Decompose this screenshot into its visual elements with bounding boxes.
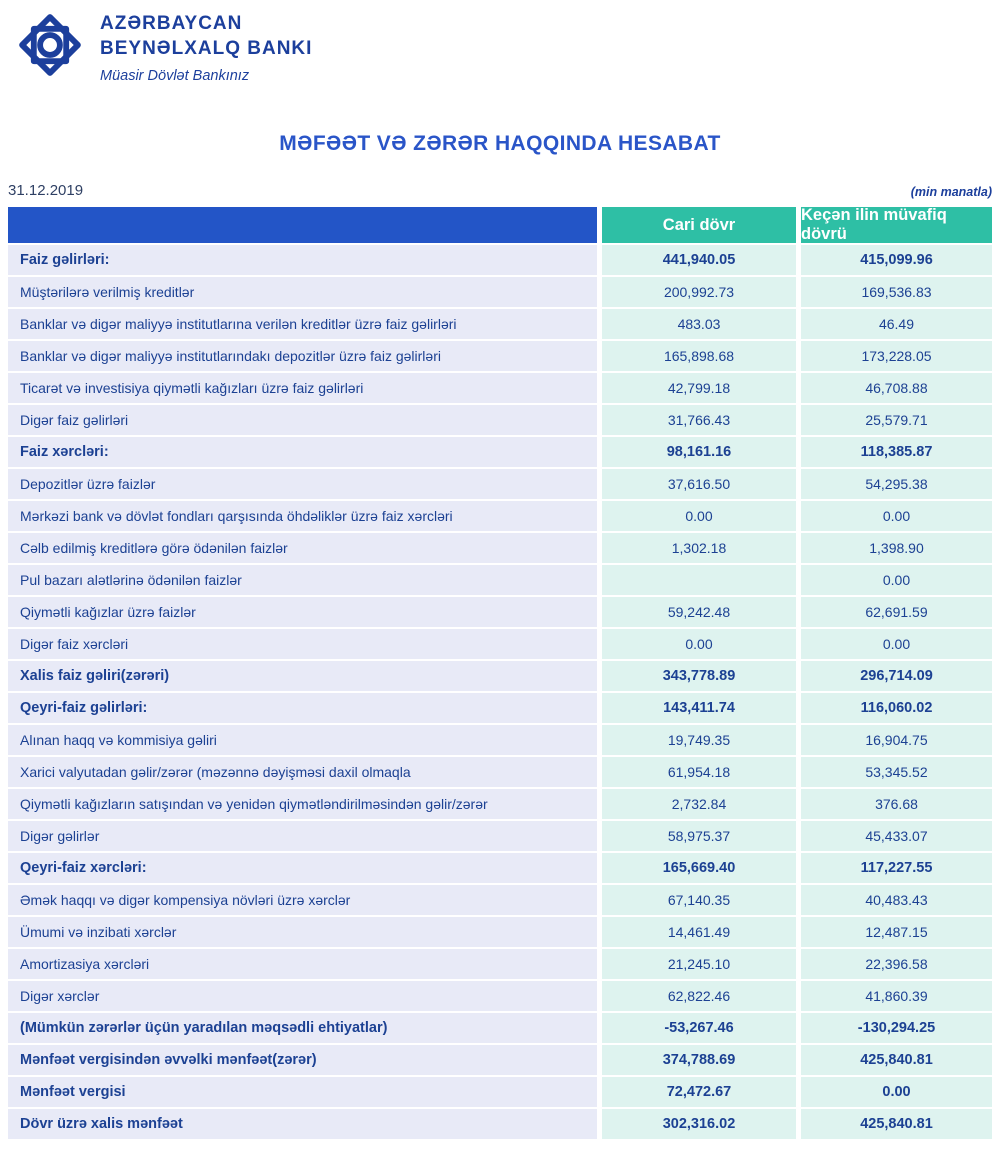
row-label: Digər faiz xərcləri: [8, 629, 597, 659]
row-label: Əmək haqqı və digər kompensiya növləri üzrə xərclər: [8, 885, 597, 915]
bank-name-line2: BEYNƏLXALQ BANKI: [100, 37, 313, 59]
bank-tagline: Müasir Dövlət Bankınız: [100, 68, 250, 85]
table-row: [8, 1109, 992, 1139]
row-value-current: 72,472.67: [602, 1077, 796, 1107]
row-value-previous: 296,714.09: [801, 661, 992, 691]
row-label: Amortizasiya xərcləri: [8, 949, 597, 979]
row-label: (Mümkün zərərlər üçün yaradılan məqsədli ehtiyatlar): [8, 1013, 597, 1043]
meta-row: [8, 182, 992, 205]
table-row: [8, 373, 992, 403]
row-label: Qiymətli kağızlar üzrə faizlər: [8, 597, 597, 627]
row-value-previous: 0.00: [801, 565, 992, 595]
table-row: [8, 437, 992, 467]
row-value-previous: 415,099.96: [801, 245, 992, 275]
row-value-previous: 54,295.38: [801, 469, 992, 499]
row-label: Qeyri-faiz gəlirləri:: [8, 693, 597, 723]
row-value-previous: 1,398.90: [801, 533, 992, 563]
row-value-previous: 46.49: [801, 309, 992, 339]
table-row: [8, 341, 992, 371]
table-row: [8, 821, 992, 851]
row-value-current: 343,778.89: [602, 661, 796, 691]
column-header-previous: Keçən ilin müvafiq dövrü: [801, 207, 992, 243]
row-value-current: 37,616.50: [602, 469, 796, 499]
table-row: [8, 501, 992, 531]
row-value-previous: 0.00: [801, 629, 992, 659]
row-value-current: 302,316.02: [602, 1109, 796, 1139]
row-value-previous: 22,396.58: [801, 949, 992, 979]
row-value-current: 21,245.10: [602, 949, 796, 979]
row-value-current: 62,822.46: [602, 981, 796, 1011]
row-value-previous: 116,060.02: [801, 693, 992, 723]
row-label: Müştərilərə verilmiş kreditlər: [8, 277, 597, 307]
table-row: [8, 853, 992, 883]
row-label: Ticarət və investisiya qiymətli kağızları üzrə faiz gəlirləri: [8, 373, 597, 403]
row-value-current: 59,242.48: [602, 597, 796, 627]
table-row: [8, 725, 992, 755]
row-label: Pul bazarı alətlərinə ödənilən faizlər: [8, 565, 597, 595]
report-date: 31.12.2019: [8, 182, 84, 199]
table-row: [8, 1045, 992, 1075]
row-value-current: 0.00: [602, 501, 796, 531]
bank-name-line1: AZƏRBAYCAN: [100, 13, 243, 34]
row-value-current: -53,267.46: [602, 1013, 796, 1043]
row-label: Faiz gəlirləri:: [8, 245, 597, 275]
row-value-previous: 53,345.52: [801, 757, 992, 787]
row-value-previous: 41,860.39: [801, 981, 992, 1011]
column-header-current: Cari dövr: [602, 207, 796, 243]
page-title: MƏFƏƏT VƏ ZƏRƏR HAQQINDA HESABAT: [279, 132, 721, 155]
row-value-current: 42,799.18: [602, 373, 796, 403]
row-label: Banklar və digər maliyyə institutlarına verilən kreditlər üzrə faiz gəlirləri: [8, 309, 597, 339]
row-value-current: 98,161.16: [602, 437, 796, 467]
row-value-current: 143,411.74: [602, 693, 796, 723]
row-label: Faiz xərcləri:: [8, 437, 597, 467]
table-row: [8, 405, 992, 435]
row-label: Xarici valyutadan gəlir/zərər (məzənnə dəyişməsi daxil olmaqla: [8, 757, 597, 787]
row-value-previous: 425,840.81: [801, 1045, 992, 1075]
row-value-previous: 425,840.81: [801, 1109, 992, 1139]
row-value-previous: 118,385.87: [801, 437, 992, 467]
bank-knot-icon: [14, 6, 86, 84]
table-row: [8, 949, 992, 979]
table-row: [8, 757, 992, 787]
row-label: Mənfəət vergisi: [8, 1077, 597, 1107]
row-value-current: 483.03: [602, 309, 796, 339]
row-value-previous: 173,228.05: [801, 341, 992, 371]
row-value-previous: 25,579.71: [801, 405, 992, 435]
row-value-current: [602, 565, 796, 595]
row-value-current: 374,788.69: [602, 1045, 796, 1075]
table-header-row: [8, 207, 992, 243]
row-value-previous: 16,904.75: [801, 725, 992, 755]
table-row: [8, 1013, 992, 1043]
row-value-previous: -130,294.25: [801, 1013, 992, 1043]
row-label: Banklar və digər maliyyə institutlarındakı depozitlər üzrə faiz gəlirləri: [8, 341, 597, 371]
table-row: [8, 917, 992, 947]
row-label: Digər xərclər: [8, 981, 597, 1011]
row-label: Ümumi və inzibati xərclər: [8, 917, 597, 947]
row-value-previous: 117,227.55: [801, 853, 992, 883]
row-label: Qeyri-faiz xərcləri:: [8, 853, 597, 883]
row-value-previous: 0.00: [801, 1077, 992, 1107]
row-value-current: 165,898.68: [602, 341, 796, 371]
table-row: [8, 789, 992, 819]
row-label: Xalis faiz gəliri(zərəri): [8, 661, 597, 691]
table-row: [8, 1077, 992, 1107]
row-value-current: 2,732.84: [602, 789, 796, 819]
row-value-current: 200,992.73: [602, 277, 796, 307]
income-statement-body: [8, 245, 992, 1139]
table-header-spacer: [8, 207, 597, 243]
row-value-current: 441,940.05: [602, 245, 796, 275]
table-row: [8, 693, 992, 723]
row-value-previous: 45,433.07: [801, 821, 992, 851]
row-label: Cəlb edilmiş kreditlərə görə ödənilən faizlər: [8, 533, 597, 563]
table-row: [8, 629, 992, 659]
unit-note: (min manatla): [910, 185, 992, 199]
table-row: [8, 661, 992, 691]
row-value-current: 58,975.37: [602, 821, 796, 851]
row-value-current: 31,766.43: [602, 405, 796, 435]
row-label: Qiymətli kağızların satışından və yenidən qiymətləndirilməsindən gəlir/zərər: [8, 789, 597, 819]
row-label: Mərkəzi bank və dövlət fondları qarşısında öhdəliklər üzrə faiz xərcləri: [8, 501, 597, 531]
table-row: [8, 597, 992, 627]
bank-name: [100, 12, 312, 61]
income-statement-table: [8, 207, 992, 1139]
bank-logo-text: [100, 6, 312, 84]
table-row: [8, 469, 992, 499]
table-row: [8, 981, 992, 1011]
row-value-previous: 12,487.15: [801, 917, 992, 947]
row-value-previous: 40,483.43: [801, 885, 992, 915]
row-label: Depozitlər üzrə faizlər: [8, 469, 597, 499]
row-value-previous: 62,691.59: [801, 597, 992, 627]
table-row: [8, 565, 992, 595]
row-value-previous: 169,536.83: [801, 277, 992, 307]
row-value-current: 61,954.18: [602, 757, 796, 787]
table-row: [8, 885, 992, 915]
row-label: Dövr üzrə xalis mənfəət: [8, 1109, 597, 1139]
row-value-previous: 46,708.88: [801, 373, 992, 403]
row-value-current: 67,140.35: [602, 885, 796, 915]
row-label: Mənfəət vergisindən əvvəlki mənfəət(zərər): [8, 1045, 597, 1075]
row-label: Digər faiz gəlirləri: [8, 405, 597, 435]
table-row: [8, 533, 992, 563]
row-value-current: 19,749.35: [602, 725, 796, 755]
table-row: [8, 245, 992, 275]
row-label: Alınan haqq və kommisiya gəliri: [8, 725, 597, 755]
row-value-previous: 0.00: [801, 501, 992, 531]
row-value-current: 14,461.49: [602, 917, 796, 947]
row-value-current: 1,302.18: [602, 533, 796, 563]
table-row: [8, 277, 992, 307]
row-label: Digər gəlirlər: [8, 821, 597, 851]
row-value-previous: 376.68: [801, 789, 992, 819]
row-value-current: 0.00: [602, 629, 796, 659]
row-value-current: 165,669.40: [602, 853, 796, 883]
bank-logo-block: [8, 0, 992, 88]
table-row: [8, 309, 992, 339]
